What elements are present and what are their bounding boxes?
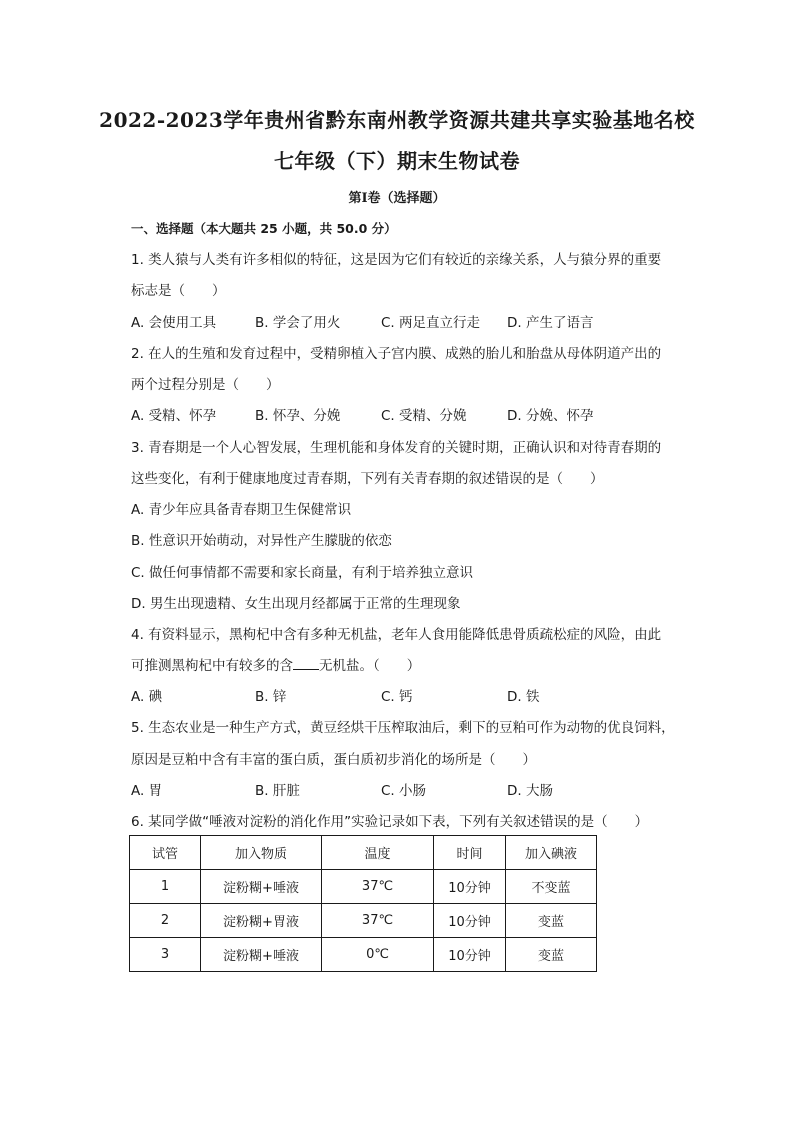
option-d[interactable]: D. 产生了语言 [507,315,594,331]
table-cell: 2 [130,904,201,938]
question-4-line1: 4. 有资料显示，黑枸杞中含有多种无机盐，老年人食用能降低患骨质疏松症的风险，由此 [131,627,662,643]
exam-title-line1: 2022-2023学年贵州省黔东南州教学资源共建共享实验基地名校 [99,108,695,132]
table-cell: 37℃ [322,904,434,938]
table-header: 加入碘液 [506,836,597,870]
question-4-line2 [131,654,420,674]
option-c[interactable]: C. 两足直立行走 [381,315,481,331]
option-a[interactable]: A. 会使用工具 [131,315,217,331]
experiment-table [129,835,597,972]
option-b[interactable]: B. 性意识开始萌动，对异性产生朦胧的依恋 [131,533,392,549]
question-4-options [131,685,691,705]
table-row [130,870,597,904]
table-row [130,904,597,938]
table-row [130,938,597,972]
question-5-options [131,779,691,799]
question-1-options [131,311,691,331]
table-cell: 淀粉糊+唾液 [201,870,322,904]
table-cell: 3 [130,938,201,972]
option-d[interactable]: D. 分娩、怀孕 [507,408,594,424]
question-3-line2: 这些变化，有利于健康地度过青春期，下列有关青春期的叙述错误的是（ ） [131,471,604,487]
option-a[interactable]: A. 胃 [131,783,163,799]
option-d[interactable]: D. 铁 [507,689,540,705]
option-c[interactable]: C. 钙 [381,689,413,705]
table-header: 时间 [434,836,506,870]
table-cell: 10分钟 [434,938,506,972]
question-6-line1: 6. 某同学做“唾液对淀粉的消化作用”实验记录如下表，下列有关叙述错误的是（ ） [131,814,649,830]
volume-heading: 第Ⅰ卷（选择题） [348,191,446,206]
option-a[interactable]: A. 受精、怀孕 [131,408,217,424]
table-header: 试管 [130,836,201,870]
table-cell: 不变蓝 [506,870,597,904]
table-cell: 10分钟 [434,870,506,904]
table-cell: 1 [130,870,201,904]
question-2-line2: 两个过程分别是（ ） [131,377,280,393]
table-cell: 10分钟 [434,904,506,938]
table-cell: 淀粉糊+胃液 [201,904,322,938]
question-3-line1: 3. 青春期是一个人心智发展，生理机能和身体发育的关键时期，正确认识和对待青春期的 [131,440,662,456]
question-4-text-before: 可推测黑枸杞中有较多的含 [131,658,293,674]
question-5-line2: 原因是豆粕中含有丰富的蛋白质，蛋白质初步消化的场所是（ ） [131,752,536,768]
answer-blank [293,656,319,670]
question-4-text-after: 无机盐。（ ） [319,658,421,674]
option-d[interactable]: D. 大肠 [507,783,553,799]
table-cell: 0℃ [322,938,434,972]
option-b[interactable]: B. 学会了用火 [255,315,341,331]
table-header-row [130,836,597,870]
option-d[interactable]: D. 男生出现遗精、女生出现月经都属于正常的生理现象 [131,596,461,612]
question-1-line1: 1. 类人猿与人类有许多相似的特征，这是因为它们有较近的亲缘关系，人与猿分界的重要 [131,252,662,268]
option-b[interactable]: B. 锌 [255,689,287,705]
table-header: 温度 [322,836,434,870]
table-cell: 淀粉糊+唾液 [201,938,322,972]
option-a[interactable]: A. 碘 [131,689,163,705]
option-b[interactable]: B. 肝脏 [255,783,300,799]
table-cell: 变蓝 [506,938,597,972]
option-b[interactable]: B. 怀孕、分娩 [255,408,341,424]
option-c[interactable]: C. 受精、分娩 [381,408,467,424]
section-heading: 一、选择题（本大题共 25 小题，共 50.0 分） [131,221,397,236]
exam-title-line2: 七年级（下）期末生物试卷 [274,149,520,173]
table-cell: 变蓝 [506,904,597,938]
table-header: 加入物质 [201,836,322,870]
option-a[interactable]: A. 青少年应具备青春期卫生保健常识 [131,502,352,518]
question-5-line1: 5. 生态农业是一种生产方式，黄豆经烘干压榨取油后，剩下的豆粕可作为动物的优良饲料， [131,720,675,736]
question-2-line1: 2. 在人的生殖和发育过程中，受精卵植入子宫内膜、成熟的胎儿和胎盘从母体阴道产出的 [131,346,662,362]
table-cell: 37℃ [322,870,434,904]
question-2-options [131,404,691,424]
question-1-line2: 标志是（ ） [131,283,226,299]
option-c[interactable]: C. 小肠 [381,783,427,799]
option-c[interactable]: C. 做任何事情都不需要和家长商量，有利于培养独立意识 [131,565,474,581]
